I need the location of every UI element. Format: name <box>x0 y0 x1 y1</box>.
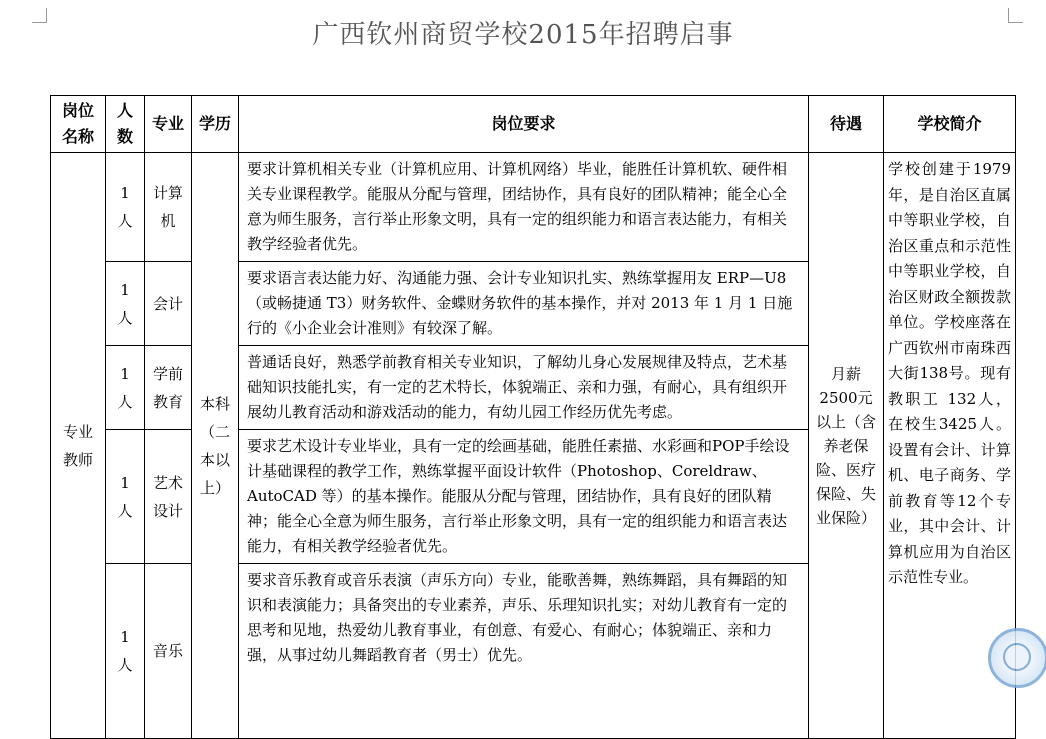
header-salary: 待遇 <box>809 96 884 153</box>
header-major: 专业 <box>145 96 192 153</box>
requirements-cell: 要求语言表达能力好、沟通能力强、会计专业知识扎实、熟练掌握用友 ERP—U8（或畅捷通 T3）财务软件、金蝶财务软件的基本操作，并对 2013 年 1 月 1 日施行的《小企业会计准则》有较深了解。 <box>239 262 809 346</box>
recruitment-table <box>50 95 1016 739</box>
header-requirements: 岗位要求 <box>239 96 809 153</box>
count-cell: 1 人 <box>106 564 145 739</box>
count-cell: 1 人 <box>106 430 145 564</box>
count-cell: 1 人 <box>106 262 145 346</box>
major-cell: 艺术 设计 <box>145 430 192 564</box>
school-seal-logo <box>988 628 1046 688</box>
major-cell: 计算 机 <box>145 153 192 262</box>
position-name-cell: 专业 教师 <box>51 153 106 739</box>
education-cell: 本科 （二 本以 上） <box>192 153 239 739</box>
requirements-cell: 普通话良好，熟悉学前教育相关专业知识，了解幼儿身心发展规律及特点，艺术基础知识技能扎实，有一定的艺术特长，体貌端正、亲和力强，有耐心，具有组织开展幼儿教育活动和游戏活动的能力，有幼儿园工作经历优先考虑。 <box>239 346 809 430</box>
major-cell: 会计 <box>145 262 192 346</box>
school-intro-cell: 学校创建于1979年，是自治区直属中等职业学校，自治区重点和示范性中等职业学校，自治区财政全额拨款单位。学校座落在广西钦州市南珠西大街138号。现有教职工 132人，在校生3425人。设置有会计、计算机、电子商务、学前教育等12个专业，其中会计、计算机应用为自治区示范性专业。 <box>884 153 1016 739</box>
header-education: 学历 <box>192 96 239 153</box>
header-school-intro: 学校简介 <box>884 96 1016 153</box>
header-row <box>51 96 1016 153</box>
header-position: 岗位 名称 <box>51 96 106 153</box>
salary-cell: 月薪 2500元 以上（含 养老保 险、医疗 保险、失 业保险） <box>809 153 884 739</box>
requirements-cell: 要求音乐教育或音乐表演（声乐方向）专业，能歌善舞，熟练舞蹈，具有舞蹈的知识和表演能力；具备突出的专业素养，声乐、乐理知识扎实；对幼儿教育有一定的思考和见地，热爱幼儿教育事业，有创意、有爱心、有耐心；体貌端正、亲和力强，从事过幼儿舞蹈教育者（男士）优先。 <box>239 564 809 739</box>
count-cell: 1 人 <box>106 346 145 430</box>
table-row <box>51 153 1016 262</box>
count-cell: 1 人 <box>106 153 145 262</box>
seal-inner-ring <box>1003 643 1031 671</box>
header-count: 人 数 <box>106 96 145 153</box>
requirements-cell: 要求计算机相关专业（计算机应用、计算机网络）毕业，能胜任计算机软、硬件相关专业课程教学。能服从分配与管理，团结协作，具有良好的团队精神；能全心全意为师生服务，言行举止形象文明，具有一定的组织能力和语言表达能力，有相关教学经验者优先。 <box>239 153 809 262</box>
requirements-cell: 要求艺术设计专业毕业，具有一定的绘画基础，能胜任素描、水彩画和POP手绘设计基础课程的教学工作，熟练掌握平面设计软件（Photoshop、Coreldraw、AutoCAD 等）的基本操作。能服从分配与管理，团结协作，具有良好的团队精神；能全心全意为师生服务，言行举止形象文明，具有一定的组织能力和语言表达能力，有相关教学经验者优先。 <box>239 430 809 564</box>
major-cell: 音乐 <box>145 564 192 739</box>
document-title: 广西钦州商贸学校2015年招聘启事 <box>312 20 734 50</box>
major-cell: 学前 教育 <box>145 346 192 430</box>
